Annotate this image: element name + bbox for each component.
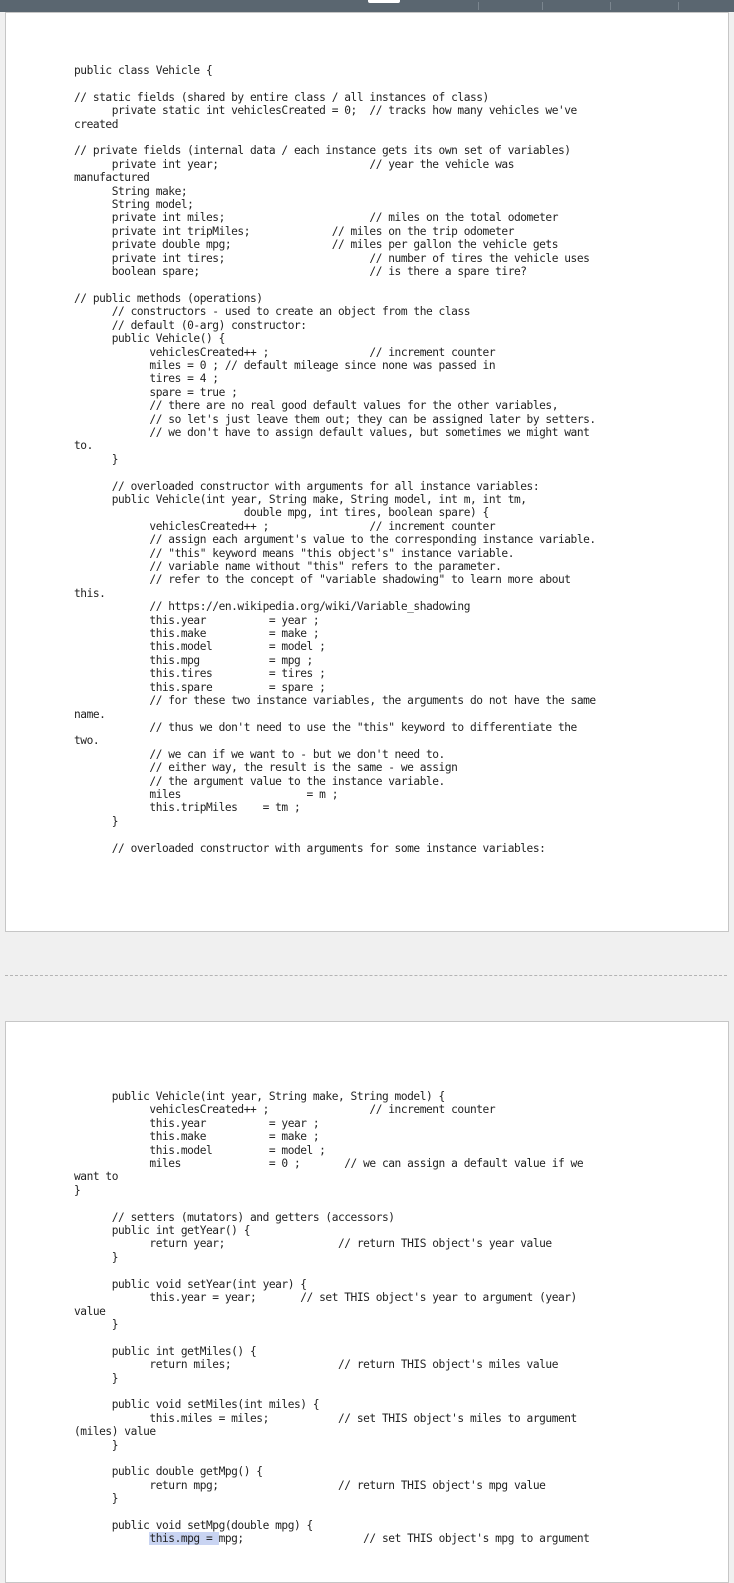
- code-line: return miles; // return THIS object's miles value: [74, 1358, 558, 1372]
- code-line: // overloaded constructor with arguments for some instance variables:: [74, 841, 546, 855]
- code-line: public Vehicle(int year, String make, String model, int m, int tm,: [74, 493, 527, 506]
- java-source-code[interactable]: [74, 1090, 589, 1546]
- code-line: private static int vehiclesCreated = 0; // tracks how many vehicles we've: [74, 104, 577, 118]
- code-line: this.year = year; // set THIS object's year to argument (year): [74, 1291, 577, 1305]
- code-line: this.tripMiles = tm ;: [74, 801, 301, 815]
- code-line: // setters (mutators) and getters (accessors): [74, 1210, 395, 1224]
- code-line: miles = m ;: [74, 787, 338, 801]
- code-line: // assign each argument's value to the corresponding instance variable.: [74, 533, 596, 547]
- code-line: // we don't have to assign default values, but sometimes we might want: [74, 425, 590, 439]
- code-line: value: [74, 1304, 106, 1318]
- code-line: // so let's just leave them out; they can be assigned later by setters.: [74, 412, 596, 426]
- code-line: public void setMpg(double mpg) {: [74, 1519, 313, 1532]
- code-line: // variable name without "this" refers to the parameter.: [74, 560, 502, 574]
- code-line: private int tripMiles; // miles on the trip odometer: [74, 224, 514, 238]
- code-line: // default (0-arg) constructor:: [74, 318, 307, 332]
- toolbar-separator: [542, 2, 543, 10]
- code-line: return mpg; // return THIS object's mpg value: [74, 1478, 546, 1492]
- code-line: boolean spare; // is there a spare tire?: [74, 265, 527, 279]
- code-line: public Vehicle() {: [74, 332, 225, 346]
- code-line: // for these two instance variables, the arguments do not have the same: [74, 694, 596, 708]
- code-line: spare = true ;: [74, 385, 238, 399]
- document-page-1[interactable]: [5, 12, 729, 932]
- code-line: // the argument value to the instance variable.: [74, 774, 445, 788]
- code-line: want to: [74, 1170, 118, 1184]
- code-line: }: [74, 1438, 118, 1452]
- code-line: // overloaded constructor with arguments for all instance variables:: [74, 479, 540, 493]
- code-line: }: [74, 452, 118, 466]
- toolbar-separator: [478, 2, 479, 10]
- code-line: // public methods (operations): [74, 291, 263, 305]
- document-viewer-toolbar[interactable]: [0, 0, 734, 12]
- code-line: // https://en.wikipedia.org/wiki/Variable_shadowing: [74, 600, 470, 614]
- code-line: private int tires; // number of tires the vehicle uses: [74, 251, 590, 265]
- code-line: // static fields (shared by entire class / all instances of class): [74, 90, 489, 104]
- code-line: vehiclesCreated++ ; // increment counter: [74, 519, 496, 533]
- indent: [74, 1532, 149, 1545]
- code-line: public Vehicle(int year, String make, String model) {: [74, 1090, 445, 1103]
- code-line: String make;: [74, 184, 188, 198]
- code-line: two.: [74, 734, 100, 748]
- code-line: this.mpg = mpg ;: [74, 653, 313, 667]
- code-line: }: [74, 1250, 118, 1264]
- code-line: this.miles = miles; // set THIS object's miles to argument: [74, 1411, 577, 1425]
- code-line: // we can if we want to - but we don't need to.: [74, 747, 445, 761]
- java-source-code[interactable]: [74, 64, 596, 855]
- code-line-rest: mpg; // set THIS object's mpg to argument: [218, 1532, 590, 1546]
- code-line: this.spare = spare ;: [74, 680, 326, 694]
- code-line: this.: [74, 586, 106, 600]
- code-line: public double getMpg() {: [74, 1465, 263, 1479]
- code-line: this.make = make ;: [74, 627, 320, 641]
- code-line: // there are no real good default values for the other variables,: [74, 399, 558, 413]
- code-line: vehiclesCreated++ ; // increment counter: [74, 345, 496, 359]
- code-line: [74, 1532, 589, 1545]
- toolbar-separator: [678, 2, 679, 10]
- code-line: this.year = year ;: [74, 613, 320, 627]
- code-line: tires = 4 ;: [74, 372, 219, 386]
- code-line: }: [74, 1317, 118, 1331]
- code-line: this.make = make ;: [74, 1130, 320, 1144]
- code-line: }: [74, 1183, 81, 1197]
- code-line: name.: [74, 707, 106, 721]
- code-line: }: [74, 1492, 118, 1506]
- document-page-2[interactable]: [5, 1021, 729, 1583]
- code-line: // refer to the concept of "variable shadowing" to learn more about: [74, 573, 571, 587]
- code-line: to.: [74, 439, 93, 453]
- code-line: miles = 0 ; // we can assign a default value if we: [74, 1157, 584, 1171]
- code-line: public int getYear() {: [74, 1224, 250, 1238]
- code-line: // either way, the result is the same - we assign: [74, 761, 458, 775]
- code-line: public void setMiles(int miles) {: [74, 1398, 320, 1412]
- code-line: private double mpg; // miles per gallon the vehicle gets: [74, 238, 558, 252]
- code-line: // thus we don't need to use the "this" keyword to differentiate the: [74, 720, 577, 734]
- toolbar-separator: [610, 2, 611, 10]
- code-line: }: [74, 814, 118, 828]
- active-tab-indicator[interactable]: [368, 0, 400, 3]
- code-line: manufactured: [74, 171, 150, 185]
- code-line: this.model = model ;: [74, 1143, 326, 1157]
- code-line: // constructors - used to create an object from the class: [74, 305, 470, 319]
- code-line: this.year = year ;: [74, 1116, 320, 1130]
- code-line: public void setYear(int year) {: [74, 1277, 307, 1291]
- code-line: this.tires = tires ;: [74, 667, 326, 681]
- code-line: }: [74, 1371, 118, 1385]
- code-line: miles = 0 ; // default mileage since none was passed in: [74, 358, 496, 372]
- code-line: private int year; // year the vehicle was: [74, 157, 514, 171]
- code-line: // private fields (internal data / each instance gets its own set of variables): [74, 144, 571, 158]
- text-selection-highlight[interactable]: this.mpg =: [149, 1532, 219, 1546]
- code-line: public class Vehicle {: [74, 64, 213, 77]
- code-line: // "this" keyword means "this object's" instance variable.: [74, 546, 514, 560]
- code-line: created: [74, 117, 118, 131]
- code-line: double mpg, int tires, boolean spare) {: [74, 506, 489, 520]
- code-line: vehiclesCreated++ ; // increment counter: [74, 1103, 496, 1117]
- code-line: public int getMiles() {: [74, 1344, 257, 1358]
- code-line: String model;: [74, 198, 194, 212]
- code-line: (miles) value: [74, 1425, 156, 1439]
- code-line: return year; // return THIS object's year value: [74, 1237, 552, 1251]
- page-break-divider: [5, 975, 727, 976]
- code-line: private int miles; // miles on the total odometer: [74, 211, 558, 225]
- code-line: this.model = model ;: [74, 640, 326, 654]
